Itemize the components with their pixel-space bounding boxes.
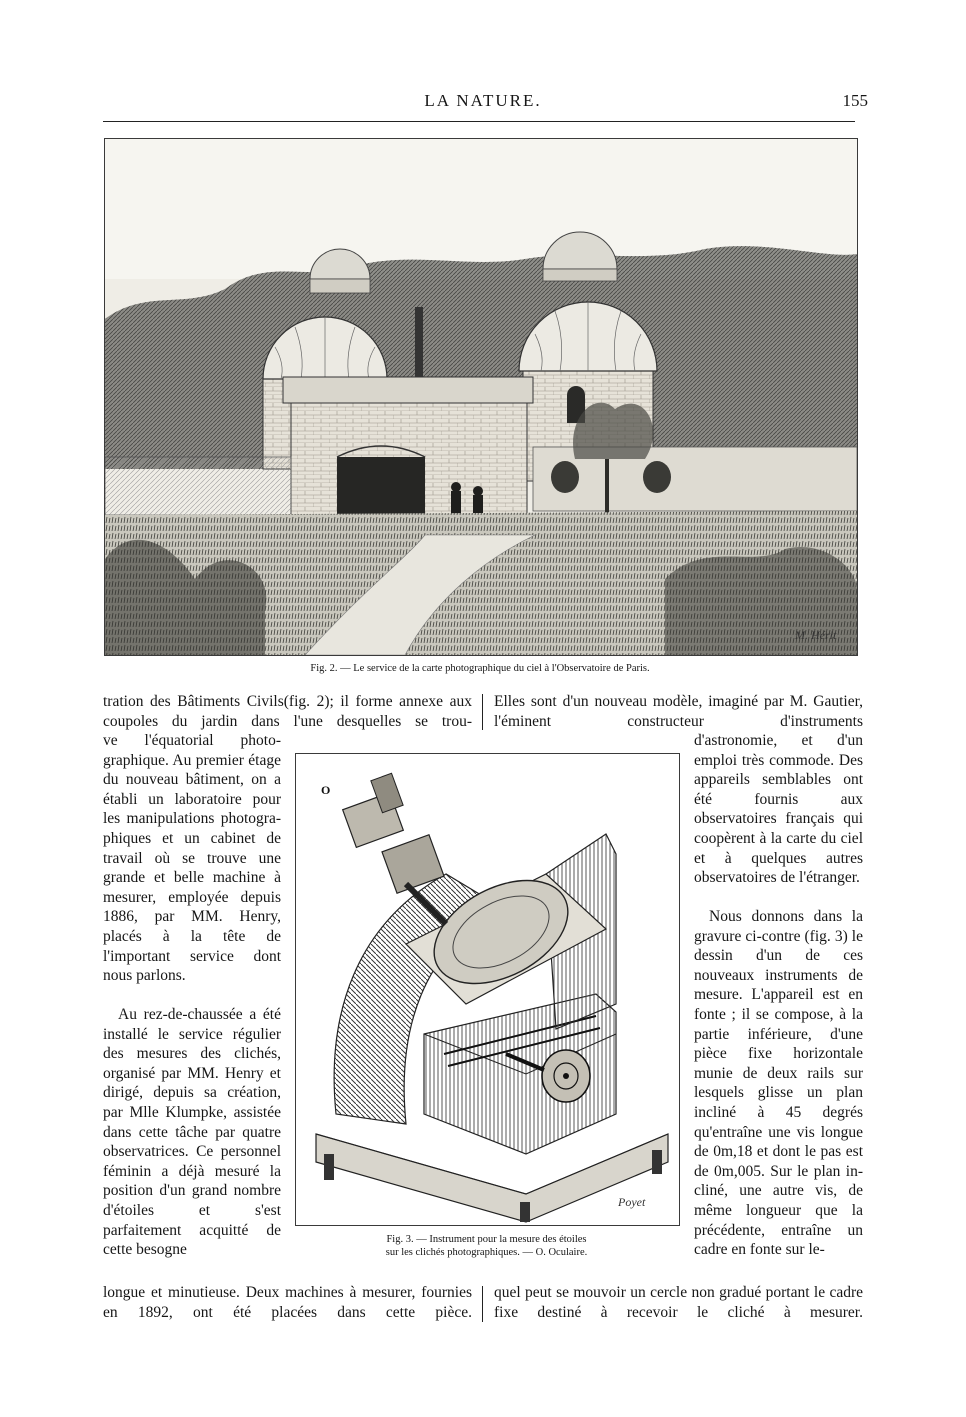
figure-3-caption-line-2: sur les clichés photographiques. — O. Oculaire.: [385, 1247, 588, 1258]
text-bottom-right: quel peut se mouvoir un cercle non gradué portant le cadre fixe destiné à recevoir le cliché à mesurer.: [494, 1284, 863, 1321]
figure-3-caption-line-1: Fig. 3. — Instrument pour la mesure des étoiles: [386, 1234, 587, 1245]
text-bottom-left: longue et minutieuse. Deux machines à mesurer, fournies en 1892, ont été placées dans cette pièce.: [103, 1284, 472, 1321]
page-number: 155: [842, 91, 868, 110]
running-header-title: LA NATURE.: [424, 91, 542, 110]
figure-2-engraving: [104, 138, 858, 656]
measuring-instrument-illustration: [296, 754, 679, 1225]
figure-2-signature: M. Hérit: [795, 628, 837, 642]
column-rule-bottom: [482, 1286, 483, 1322]
observatory-illustration: [105, 139, 857, 655]
text-left-column-paragraph-1: ve l'équatorial photographique. Au premier étage du nouveau bâtiment, on a établi un laboratoire pour les manipulations photographiques et un cabinet de travail où se trouve une grande et belle machine à mesurer, employée depuis 1886, par MM. Henry, placés à la tête de l'important service dont nous parlons.: [103, 732, 281, 985]
text-top-right: Elles sont d'un nouveau modèle, imaginé par M. Gautier, l'éminent constructeur d'instruments: [494, 693, 863, 730]
text-right-column-paragraph-2: Nous donnons dans la gravure ci-contre (fig. 3) le dessin d'un de ces nouveaux instruments de mesure. L'appareil est en fonte ; il se compose, à la partie inférieure, d'une pièce fixe horizontale munie de deux rails sur lesquels glisse un plan incliné à 45 degrés qu'entraîne une vis longue de 0m,18 et dont le pas est de 0m,005. Sur le plan incliné, une autre vis, de même longueur que la précédente, entraîne un cadre en fonte sur le-: [694, 908, 863, 1259]
column-rule-top: [482, 694, 483, 730]
text-left-column-paragraph-2: Au rez-de-chaussée a été installé le service régulier des mesures des clichés, organisé par MM. Henry et dirigé, depuis sa création, par Mlle Klumpke, assistée dans cette tâche par quatre observatrices. Ce personnel féminin a déjà mesuré la position d'un grand nombre d'étoiles et s'est parfaitement acquitté de cette besogne: [103, 1006, 281, 1259]
figure-3-engraving: [295, 753, 680, 1226]
figure-3-signature: Poyet: [618, 1195, 646, 1209]
text-top-left: tration des Bâtiments Civils(fig. 2); il forme annexe aux coupoles du jardin dans l'une desquelles se trou-: [103, 693, 472, 730]
text-right-column-paragraph-1: d'astronomie, et d'un emploi très commode. Des appareils semblables ont été fournis aux observatoires français qui coopèrent à la carte du ciel et à quelques autres observatoires de l'étranger.: [694, 732, 863, 887]
header-rule: [103, 121, 855, 122]
figure-3-label-o: O: [321, 783, 331, 797]
figure-2-caption: Fig. 2. — Le service de la carte photographique du ciel à l'Observatoire de Paris.: [310, 663, 650, 674]
